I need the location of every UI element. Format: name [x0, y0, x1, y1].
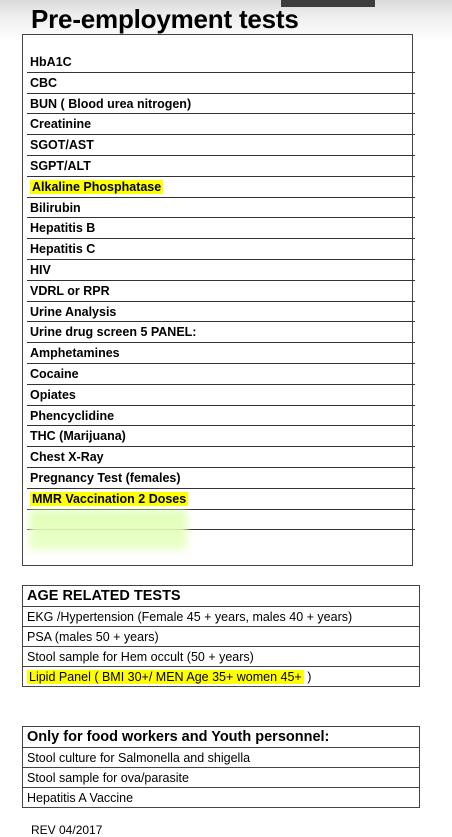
test-row: [27, 135, 415, 156]
test-row: [27, 426, 415, 447]
test-label: CBC: [30, 75, 58, 90]
test-row: [27, 114, 415, 135]
test-row: [27, 489, 415, 510]
test-row: [27, 218, 415, 239]
age-test-highlighted-label: Lipid Panel ( BMI 30+/ MEN Age 35+ women 45+: [29, 669, 302, 684]
test-row: [27, 239, 415, 260]
page-title: Pre-employment tests: [31, 4, 299, 34]
age-test-row: [23, 667, 420, 687]
test-label: Urine drug screen 5 PANEL:: [30, 325, 197, 340]
age-related-tests-header: AGE RELATED TESTS: [23, 586, 420, 607]
test-label: THC (Marijuana): [30, 429, 126, 444]
age-test-label: EKG /Hypertension (Female 45 + years, males 40 + years): [27, 609, 353, 624]
test-label: Cocaine: [30, 366, 79, 381]
age-test-row: [23, 627, 420, 647]
test-row: [27, 385, 415, 406]
test-row: [27, 302, 415, 323]
test-row: [27, 343, 415, 364]
test-label: Urine Analysis: [30, 304, 117, 319]
test-label: HIV: [30, 262, 51, 277]
age-test-label: Stool sample for Hem occult (50 + years): [27, 649, 254, 664]
food-test-row: [23, 748, 420, 768]
test-label: MMR Vaccination 2 Doses: [32, 491, 187, 506]
test-row: [27, 156, 415, 177]
test-label: HbA1C: [30, 55, 72, 69]
test-row: [27, 406, 415, 427]
age-test-label-suffix: ): [303, 669, 312, 684]
test-row: [27, 281, 415, 302]
test-label: VDRL or RPR: [30, 283, 110, 298]
test-label: SGPT/ALT: [30, 158, 91, 173]
food-workers-tests-header: Only for food workers and Youth personnel:: [23, 727, 420, 748]
test-label: Opiates: [30, 387, 76, 402]
test-row: [27, 198, 415, 219]
test-row: [27, 94, 415, 115]
test-label: Creatinine: [30, 117, 92, 132]
test-row: [27, 52, 415, 73]
age-test-cell: [23, 627, 420, 647]
test-label: Chest X-Ray: [30, 450, 104, 465]
test-label: Phencyclidine: [30, 408, 115, 423]
test-list: [27, 52, 415, 530]
food-test-row: [23, 768, 420, 788]
test-label: Hepatitis B: [30, 221, 96, 236]
test-label: Hepatitis C: [30, 242, 96, 257]
test-row: [27, 260, 415, 281]
test-label: Bilirubin: [30, 200, 81, 215]
revision-note: REV 04/2017: [31, 823, 103, 837]
food-workers-tests-table: [22, 726, 420, 808]
test-row: [27, 364, 415, 385]
test-row: [27, 73, 415, 94]
test-row: [27, 322, 415, 343]
test-row: [27, 468, 415, 489]
age-test-cell: [23, 607, 420, 627]
test-row: [27, 447, 415, 468]
test-label: Alkaline Phosphatase: [32, 179, 162, 194]
test-label: SGOT/AST: [30, 138, 94, 153]
age-test-label: PSA (males 50 + years): [27, 629, 159, 644]
food-test-label: Hepatitis A Vaccine: [23, 788, 420, 808]
age-related-tests-table: [22, 585, 420, 687]
food-test-row: [23, 788, 420, 808]
test-label: Pregnancy Test (females): [30, 470, 181, 485]
test-row: [27, 177, 415, 198]
age-test-cell: [23, 647, 420, 667]
food-test-label: Stool culture for Salmonella and shigella: [23, 748, 420, 768]
age-test-cell: [23, 667, 420, 687]
test-label: Amphetamines: [30, 346, 120, 361]
food-test-label: Stool sample for ova/parasite: [23, 768, 420, 788]
redacted-region: [29, 510, 187, 550]
age-test-row: [23, 607, 420, 627]
test-label: BUN ( Blood urea nitrogen): [30, 96, 192, 111]
age-test-row: [23, 647, 420, 667]
